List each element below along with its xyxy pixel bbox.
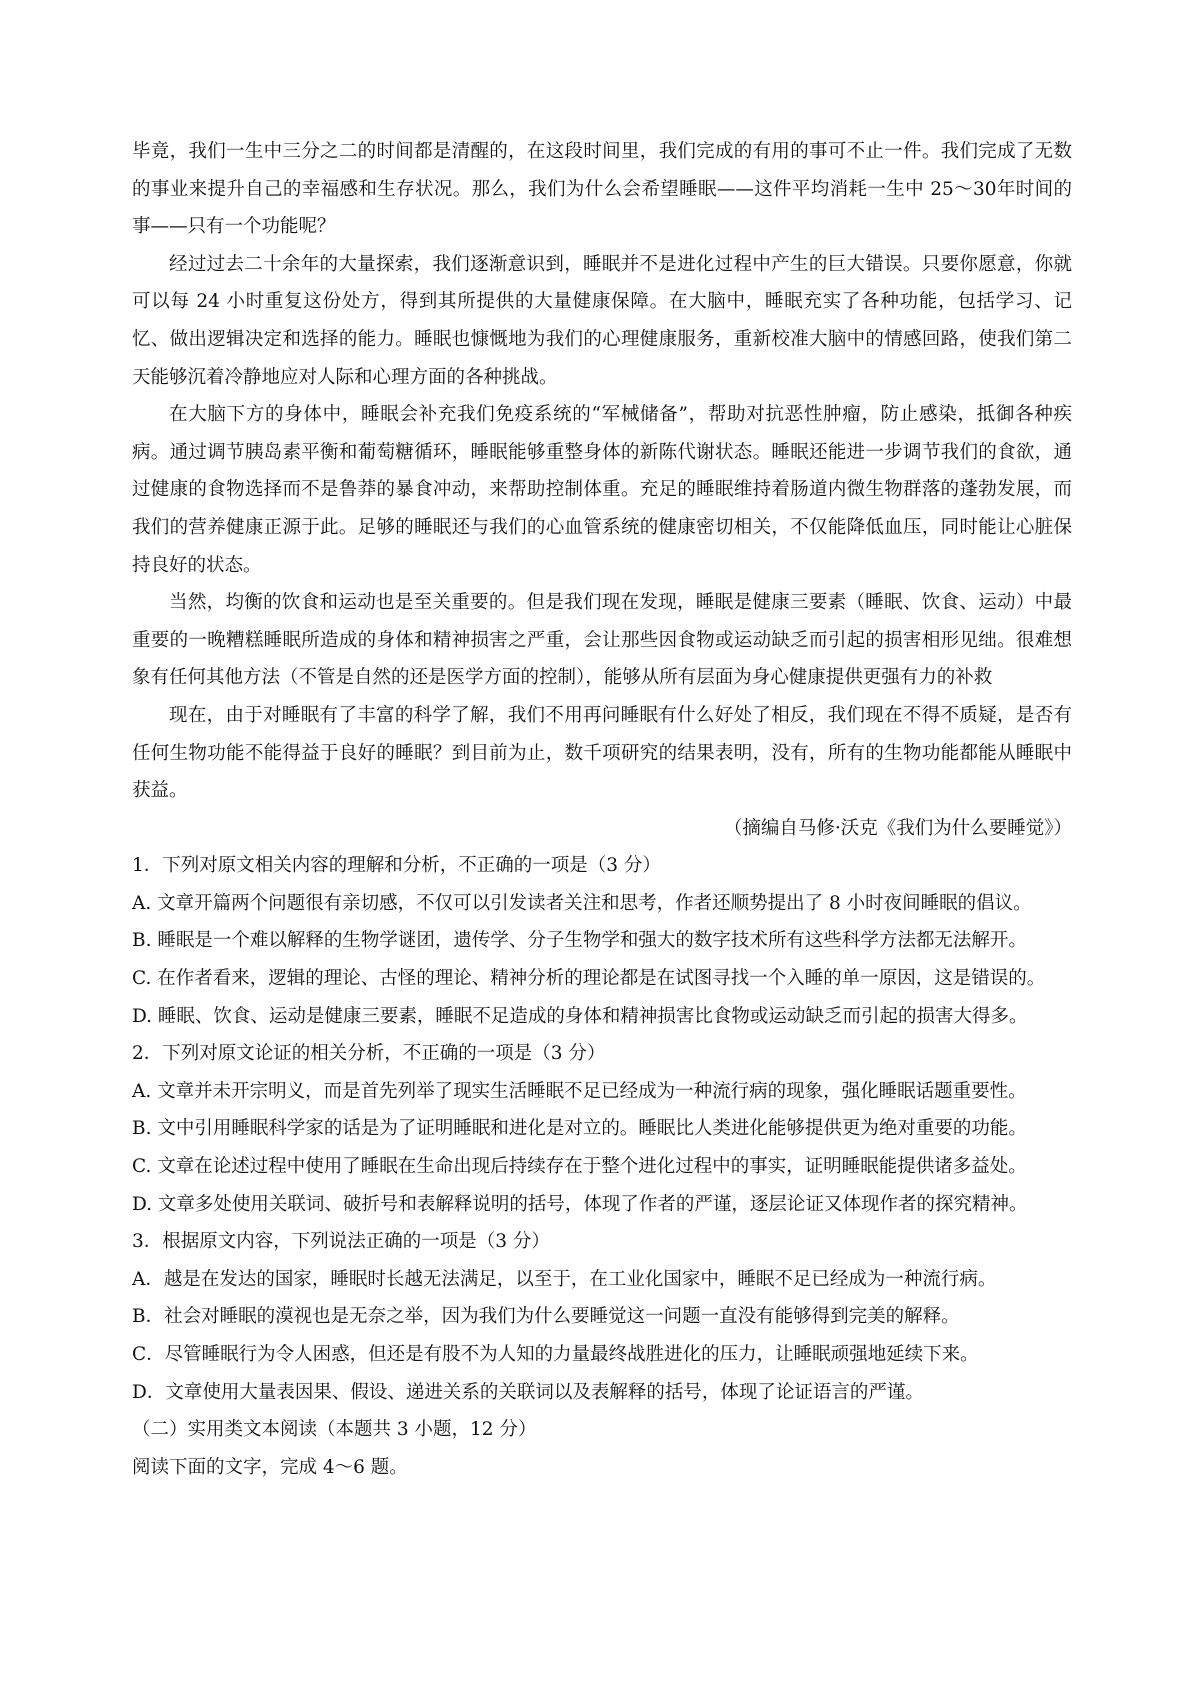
section-instruction: 阅读下面的文字，完成 4～6 题。: [132, 1456, 408, 1478]
question-3: [132, 1223, 1072, 1411]
option-b: B. 文中引用睡眠科学家的话是为了证明睡眠和进化是对立的。睡眠比人类进化能够提供更为绝对重要的功能。: [132, 1118, 1027, 1140]
passage-paragraph: 在大脑下方的身体中，睡眠会补充我们免疫系统的“军械储备”，帮助对抗恶性肿瘤，防止感染，抵御各种疾病。通过调节胰岛素平衡和葡萄糖循环，睡眠能够重整身体的新陈代谢状态。睡眠还能进一步调节我们的食欲，通过健康的食物选择而不是鲁莽的暴食冲动，来帮助控制体重。充足的睡眠维持着肠道内微生物群落的蓬勃发展，而我们的营养健康正源于此。足够的睡眠还与我们的心血管系统的健康密切相关，不仅能降低血压，同时能让心脏保持良好的状态。: [132, 404, 1072, 576]
question-1: [132, 847, 1072, 1035]
passage-paragraph: 现在，由于对睡眠有了丰富的科学了解，我们不用再问睡眠有什么好处了相反，我们现在不得不质疑，是否有任何生物功能不能得益于良好的睡眠？到目前为止，数千项研究的结果表明，没有，所有的生物功能都能从睡眠中获益。: [132, 704, 1072, 802]
option-a: A. 文章开篇两个问题很有亲切感，不仅可以引发读者关注和思考，作者还顺势提出了 8 小时夜间睡眠的倡议。: [132, 892, 1032, 914]
passage-paragraph: 当然，均衡的饮食和运动也是至关重要的。但是我们现在发现，睡眠是健康三要素（睡眠、饮食、运动）中最重要的一晚糟糕睡眠所造成的身体和精神损害之严重，会让那些因食物或运动缺乏而引起的损害相形见绌。很难想象有任何其他方法（不管是自然的还是医学方面的控制），能够从所有层面为身心健康提供更强有力的补救: [132, 592, 1072, 689]
question-stem: 2．下列对原文论证的相关分析，不正确的一项是（3 分）: [132, 1043, 606, 1065]
option-d: D. 文章多处使用关联词、破折号和表解释说明的括号，体现了作者的严谨，逐层论证又体现作者的探究精神。: [132, 1193, 1028, 1215]
reading-passage: [132, 133, 1072, 847]
option-a: A．越是在发达的国家，睡眠时长越无法满足，以至于，在工业化国家中，睡眠不足已经成为一种流行病。: [132, 1268, 997, 1290]
option-c: C. 文章在论述过程中使用了睡眠在生命出现后持续存在于整个进化过程中的事实，证明睡眠能提供诸多益处。: [132, 1156, 1027, 1178]
passage-source: （摘编自马修·沃克《我们为什么要睡觉》）: [723, 817, 1072, 839]
option-c: C．尽管睡眠行为令人困惑，但还是有股不为人知的力量最终战胜进化的压力，让睡眠顽强地延续下来。: [132, 1344, 979, 1365]
option-d: D．文章使用大量表因果、假设、递进关系的关联词以及表解释的括号，体现了论证语言的严谨。: [132, 1381, 924, 1403]
option-b: B．社会对睡眠的漠视也是无奈之举，因为我们为什么要睡觉这一问题一直没有能够得到完美的解释。: [132, 1306, 960, 1328]
option-d: D. 睡眠、饮食、运动是健康三要素，睡眠不足造成的身体和精神损害比食物或运动缺乏而引起的损害大得多。: [132, 1005, 1028, 1027]
question-stem: 1．下列对原文相关内容的理解和分析，不正确的一项是（3 分）: [132, 855, 661, 877]
passage-paragraph: 毕竟，我们一生中三分之二的时间都是清醒的，在这段时间里，我们完成的有用的事可不止一件。我们完成了无数的事业来提升自己的幸福感和生存状况。那么，我们为什么会希望睡眠——这件平均消耗一生中 25～30年时间的事——只有一个功能呢？: [132, 141, 1072, 238]
question-stem: 3．根据原文内容，下列说法正确的一项是（3 分）: [132, 1231, 550, 1253]
option-c: C. 在作者看来，逻辑的理论、古怪的理论、精神分析的理论都是在试图寻找一个入睡的单一原因，这是错误的。: [132, 968, 1046, 990]
passage-paragraph: 经过过去二十余年的大量探索，我们逐渐意识到，睡眠并不是进化过程中产生的巨大错误。只要你愿意，你就可以每 24 小时重复这份处方，得到其所提供的大量健康保障。在大脑中，睡眠充实了各种功能，包括学习、记忆、做出逻辑决定和选择的能力。睡眠也慷慨地为我们的心理健康服务，重新校准大脑中的情感回路，使我们第二天能够沉着冷静地应对人际和心理方面的各种挑战。: [132, 253, 1072, 388]
option-a: A. 文章并未开宗明义，而是首先列举了现实生活睡眠不足已经成为一种流行病的现象，强化睡眠话题重要性。: [132, 1080, 1027, 1102]
page-content: [132, 133, 1072, 1486]
section-two: [132, 1411, 1072, 1486]
section-heading: （二）实用类文本阅读（本题共 3 小题，12 分）: [132, 1419, 537, 1441]
option-b: B. 睡眠是一个难以解释的生物学谜团，遗传学、分子生物学和强大的数字技术所有这些科学方法都无法解开。: [132, 930, 1027, 952]
question-2: [132, 1035, 1072, 1223]
